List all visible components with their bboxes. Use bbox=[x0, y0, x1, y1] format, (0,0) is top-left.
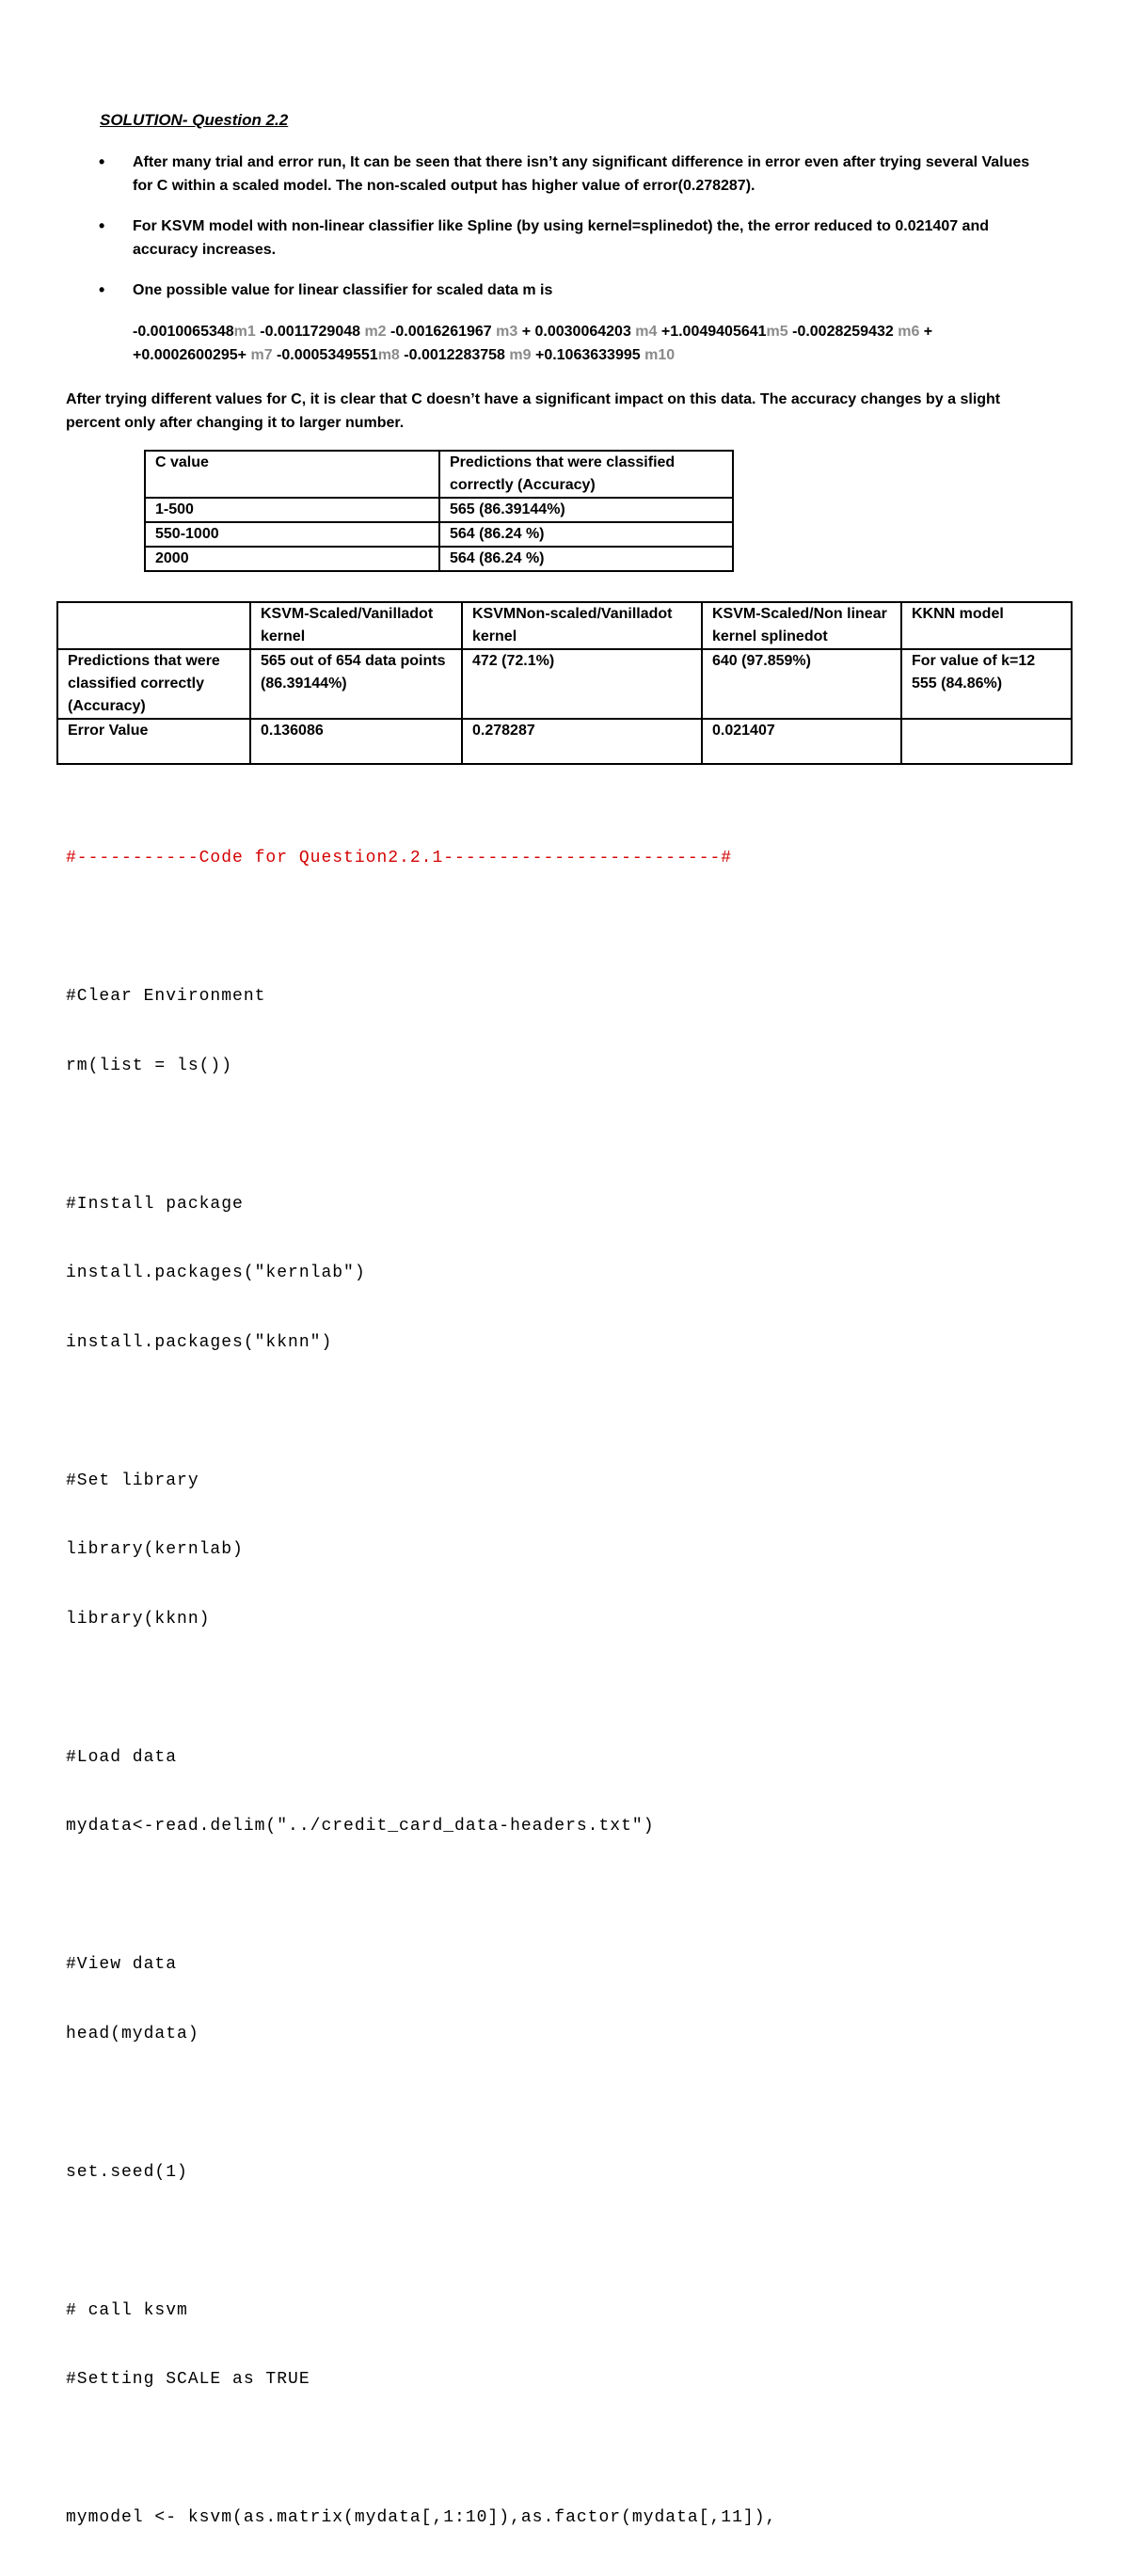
bullet-icon: • bbox=[99, 280, 105, 299]
code-line: #Set library bbox=[66, 1471, 199, 1490]
code-line: #-----------Code for Question2.2.1-------------------------# bbox=[66, 849, 733, 867]
table-header-cell: KSVM-Scaled/Non linear kernel splinedot bbox=[702, 602, 901, 649]
table-cell: 565 (86.39144%) bbox=[439, 498, 733, 522]
table-cell: 565 out of 654 data points (86.39144%) bbox=[250, 649, 462, 719]
table-cell: 472 (72.1%) bbox=[462, 649, 702, 719]
table-cell: 640 (97.859%) bbox=[702, 649, 901, 719]
code-line: #Setting SCALE as TRUE bbox=[66, 2370, 310, 2389]
coefficient: + +0.0002600295+ bbox=[133, 324, 933, 363]
code-line bbox=[66, 1123, 776, 1147]
bullet-text: One possible value for linear classifier for scaled data m is bbox=[133, 282, 553, 298]
coefficient: -0.0028259432 bbox=[792, 324, 898, 340]
coefficient: -0.0016261967 bbox=[390, 324, 497, 340]
table-header-cell: KKNN model bbox=[901, 602, 1072, 649]
code-line: library(kknn) bbox=[66, 1609, 211, 1629]
table-row bbox=[145, 522, 733, 547]
c-value-paragraph: After trying different values for C, it is clear that C doesn’t have a significant impact on this data. The accuracy changes by a slight percent only after changing it to larger number. bbox=[66, 391, 1001, 431]
table-row bbox=[57, 649, 1072, 719]
code-block bbox=[66, 801, 776, 2576]
table-cell: 2000 bbox=[145, 547, 439, 571]
table-cell: For value of k=12 555 (84.86%) bbox=[901, 649, 1072, 719]
code-line bbox=[66, 2438, 776, 2461]
bullet-item bbox=[99, 278, 1041, 302]
coefficient: -0.0012283758 bbox=[404, 347, 510, 363]
code-line bbox=[66, 2091, 776, 2115]
code-line bbox=[66, 1884, 776, 1908]
coefficient: +1.0049405641 bbox=[660, 324, 767, 340]
model-comparison-table bbox=[56, 601, 1073, 765]
table-header-cell: C value bbox=[145, 451, 439, 498]
code-line: #Clear Environment bbox=[66, 987, 266, 1006]
table-header-cell bbox=[57, 602, 250, 649]
table-row bbox=[145, 498, 733, 522]
coefficient: +0.1063633995 bbox=[534, 347, 645, 363]
table-cell: 0.136086 bbox=[250, 719, 462, 764]
code-line: set.seed(1) bbox=[66, 2162, 188, 2182]
code-line: install.packages("kknn") bbox=[66, 1332, 333, 1352]
term: m2 bbox=[364, 324, 387, 340]
coefficient: -0.0010065348 bbox=[133, 324, 234, 340]
bullet-text: For KSVM model with non-linear classifier like Spline (by using kernel=splinedot) the, the error reduced to 0.021407 and accuracy increases. bbox=[133, 218, 989, 258]
code-line: mydata<-read.delim("../credit_card_data-headers.txt") bbox=[66, 1817, 655, 1836]
table-header-cell: KSVM-Scaled/Vanilladot kernel bbox=[250, 602, 462, 649]
table-cell: 0.021407 bbox=[702, 719, 901, 764]
table-cell bbox=[901, 719, 1072, 764]
table-row bbox=[57, 719, 1072, 764]
code-line bbox=[66, 916, 776, 940]
term: m7 bbox=[250, 347, 273, 363]
code-line: install.packages("kernlab") bbox=[66, 1264, 366, 1282]
table-cell: 550-1000 bbox=[145, 522, 439, 547]
code-line: mymodel <- ksvm(as.matrix(mydata[,1:10]),as.factor(mydata[,11]), bbox=[66, 2508, 777, 2527]
code-line: rm(list = ls()) bbox=[66, 1056, 233, 1075]
coefficient: -0.0005349551 bbox=[277, 347, 378, 363]
table-cell: Predictions that were classified correctly (Accuracy) bbox=[57, 649, 250, 719]
linear-classifier-equation bbox=[133, 320, 1045, 367]
table-header-row bbox=[57, 602, 1072, 649]
code-line bbox=[66, 1677, 776, 1700]
coefficient: -0.0011729048 bbox=[260, 324, 365, 340]
solution-heading: SOLUTION- Question 2.2 bbox=[100, 111, 289, 129]
term: m5 bbox=[766, 324, 788, 340]
bullet-text: After many trial and error run, It can be seen that there isn’t any significant difference in error even after trying several Values for C within a scaled model. The non-scaled output has higher value of error(0.278287). bbox=[133, 154, 1030, 194]
table-cell: 0.278287 bbox=[462, 719, 702, 764]
code-line bbox=[66, 2230, 776, 2253]
code-line: #Install package bbox=[66, 1194, 244, 1214]
code-line: head(mydata) bbox=[66, 2024, 199, 2043]
table-cell: 564 (86.24 %) bbox=[439, 522, 733, 547]
term: m6 bbox=[898, 324, 920, 340]
code-line: # call ksvm bbox=[66, 2300, 188, 2320]
term: m8 bbox=[377, 347, 400, 363]
term: m3 bbox=[496, 324, 518, 340]
table-cell: Error Value bbox=[57, 719, 250, 764]
table-cell: 1-500 bbox=[145, 498, 439, 522]
code-line bbox=[66, 1400, 776, 1423]
table-header-cell: Predictions that were classified correctly (Accuracy) bbox=[439, 451, 733, 498]
bullet-item bbox=[99, 215, 1041, 262]
code-line: #Load data bbox=[66, 1747, 178, 1767]
term: m4 bbox=[635, 324, 658, 340]
table-header-cell: KSVMNon-scaled/Vanilladot kernel bbox=[462, 602, 702, 649]
c-value-table bbox=[144, 450, 734, 572]
code-line: #View data bbox=[66, 1955, 178, 1974]
term: m1 bbox=[233, 324, 256, 340]
code-line: library(kernlab) bbox=[66, 1540, 244, 1559]
coefficient: + 0.0030064203 bbox=[521, 324, 636, 340]
bullet-icon: • bbox=[99, 152, 105, 171]
bullet-icon: • bbox=[99, 216, 105, 235]
bullet-item bbox=[99, 151, 1041, 198]
table-cell: 564 (86.24 %) bbox=[439, 547, 733, 571]
table-header-row bbox=[145, 451, 733, 498]
table-row bbox=[145, 547, 733, 571]
term: m10 bbox=[644, 347, 676, 363]
term: m9 bbox=[509, 347, 532, 363]
